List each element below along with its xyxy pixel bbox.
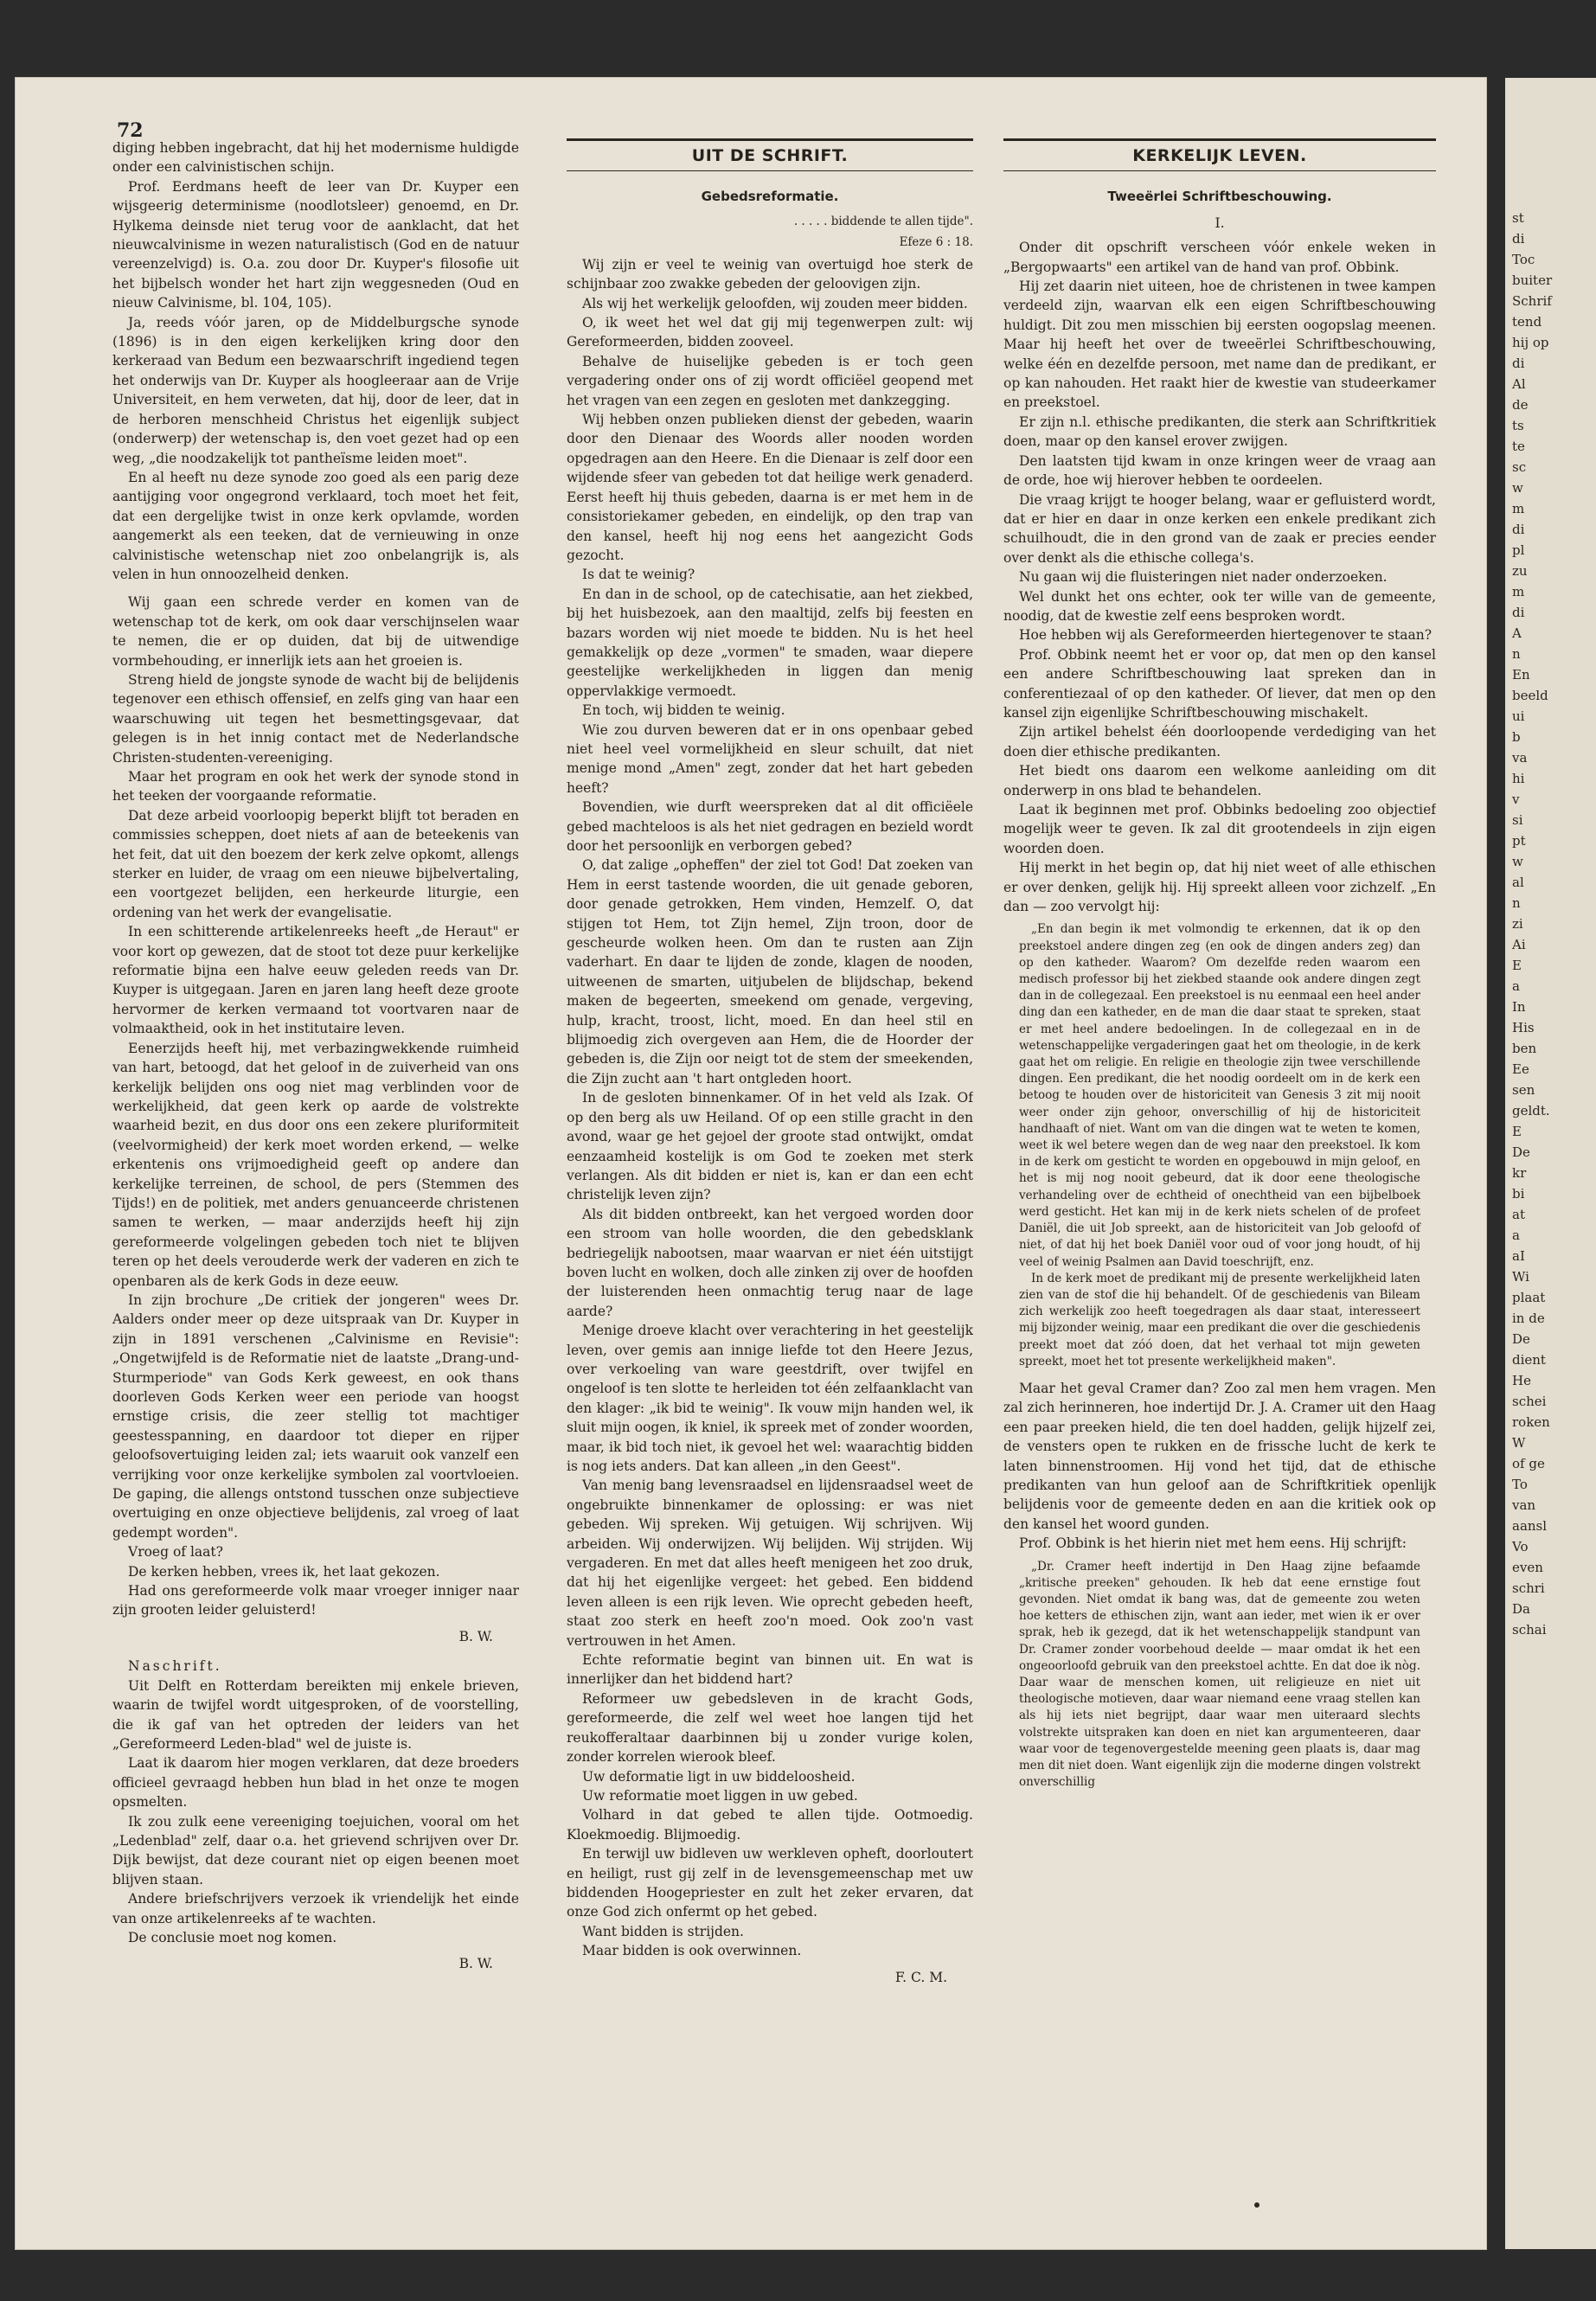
paragraph: Prof. Eerdmans heeft de leer van Dr. Kuyper een wijsgeerig determinisme (noodlotsleer) genoemd, en Dr. Hylkema deinsde niet terug voor de aanklacht, dat het nieuwcalvinisme in wezen naturalistisch (God en de natuur vereenzelvigd) is. O.a. zou door Dr. Kuyper's filosofie uit het bijbelsch wonder het hart zijn weggesneden (Oud en nieuw Calvinisme, bl. 104, 105). [112, 178, 519, 311]
adjacent-text-fragment: zu [1512, 563, 1528, 579]
paragraph: Ik zou zulk eene vereeniging toejuichen, vooral om het „Ledenblad" zelf, daar o.a. het grievend schrijven over Dr. Dijk bewijst, dat deze courant niet op eigen beenen moet blijven staan. [112, 1813, 519, 1888]
adjacent-text-fragment: E [1512, 1124, 1522, 1139]
paragraph: Dat deze arbeid voorloopig beperkt blijft tot beraden en commissies scheppen, doet niets af aan de beteekenis van het feit, dat uit den boezem der kerk zelve opkomt, allengs sterker en luider, de vraag om een nieuwe bijbelvertaling, een voortgezet belijden, een herkeurde liturgie, een ordening van het werk der evangelisatie. [112, 807, 519, 920]
signature: F. C. M. [894, 1969, 947, 1985]
adjacent-text-fragment: w [1512, 854, 1523, 869]
adjacent-text-fragment: m [1512, 584, 1525, 599]
article-title: Tweeërlei Schriftbeschouwing. [1107, 189, 1332, 205]
paragraph: diging hebben ingebracht, dat hij het modernisme huldigde onder een calvinistischen schijn. [112, 140, 519, 176]
paragraph: Want bidden is strijden. [582, 1923, 744, 1939]
part-number: I. [1215, 215, 1225, 231]
paragraph: Echte reformatie begint van binnen uit. En wat is innerlijker dan het biddend hart? [567, 1652, 973, 1688]
paragraph: En dan in de school, op de catechisatie, aan het ziekbed, bij het huisbezoek, aan den maaltijd, zelfs bij feesten en bazars worden wij niet moede te bidden. Nu is het heel gemakkelijk op deze „vormen" te smaden, waar diepere geestelijke werkelijkheden in liggen dan menig oppervlakkige vermoedt. [567, 586, 973, 699]
paragraph: Maar het program en ook het werk der synode stond in het teeken der voorgaande reformatie. [112, 769, 519, 804]
adjacent-text-fragment: di [1512, 356, 1525, 371]
adjacent-text-fragment: His [1512, 1020, 1535, 1035]
paragraph: Wel dunkt het ons echter, ook ter wille van de gemeente, noodig, dat de kwestie zelf eens besproken wordt. [1003, 588, 1436, 624]
paragraph: Ja, reeds vóór jaren, op de Middelburgsche synode (1896) is in den eigen kerkelijken kring door den kerkeraad van Bedum een bezwaarschrift ingediend tegen het onderwijs van Dr. Kuyper als hoogleeraar aan de Vrije Universiteit, en hem verweten, dat hij, door de leer, dat in de herboren menschheid Christus het eigenlijk subject (onderwerp) der wetenschap is, den voet gezet had op een weg, „die noodzakelijk tot pantheïsme leiden moet". [112, 314, 519, 466]
adjacent-text-fragment: w [1512, 480, 1523, 496]
middle-column [567, 138, 973, 2145]
paragraph: O, dat zalige „opheffen" der ziel tot God! Dat zoeken van Hem in eerst tastende woorden, die uit genade geboren, door genade getrokken, Hem vinden, Hemzelf. O, dat stijgen tot Hem, tot Zijn hemel, Zijn troon, door de gescheurde wolken heen. Om dan te rusten aan Zijn vaderhart. En daar te lijden de zonde, klagen de nooden, uitweenen de smarten, uitjubelen de blijdschap, bekend maken de begeerten, smeekend om genade, vergeving, hulp, kracht, troost, licht, moed. En dan heel stil en blijmoedig zich overgeven aan Hem, die de Hoorder der gebeden is, die Zijn oor neigt tot de stem der smeekenden, die Zijn zucht aan 't hart ontgleden hoort. [567, 857, 973, 1086]
adjacent-text-fragment: hi [1512, 771, 1525, 786]
adjacent-text-fragment: ts [1512, 418, 1524, 433]
adjacent-text-fragment: sen [1512, 1082, 1535, 1098]
adjacent-text-fragment: W [1512, 1435, 1526, 1451]
paragraph: Onder dit opschrift verscheen vóór enkele weken in „Bergopwaarts" een artikel van de hand van prof. Obbink. [1003, 240, 1436, 275]
adjacent-text-fragment: Da [1512, 1601, 1530, 1617]
quote-paragraph: In de kerk moet de predikant mij de presente werkelijkheid laten zien van de stof die hij behandelt. Of de geschiedenis van Bileam zich werkelijk zoo heeft toegedragen als daar staat, interesseert mij bijzonder weinig, maar een predikant die over die geschiedenis preekt moet dat zóó doen, dat het verhaal tot mijn geweten spreekt, moet het tot presente werkelijkheid maken". [1019, 1271, 1420, 1368]
paragraph: Hij zet daarin niet uiteen, hoe de christenen in twee kampen verdeeld zijn, waarvan elk een eigen Schriftbeschouwing huldigt. Dit zou men misschien bij eersten oogopslag meenen. Maar hij heeft het over de tweeërlei Schriftbeschouwing, welke één en dezelfde persoon, met name dan de predikant, er op kan nahouden. Het raakt hier de kwestie van studeerkamer en preekstoel. [1003, 279, 1436, 411]
adjacent-text-fragment: n [1512, 646, 1521, 662]
paragraph: In zijn brochure „De critiek der jongeren" wees Dr. Aalders onder meer op deze uitspraak van Dr. Kuyper in zijn in 1891 verschenen „Calvinisme en Revisie": „Ongetwijfeld is de Reformatie niet de laatste „Drang-und-Sturmperiode" van Gods Kerk geweest, en ook thans doorleven Gods Kerken weer een periode van hoogst ernstige crisis, die zeer stellig tot machtiger geestesspanning, en daardoor tot dieper en rijper geloofsovertuiging leiden zal; iets waaruit ook vanzelf een verrijking voor onze kerkelijke symbolen zal voortvloeien. De gaping, die allengs ontstond tusschen onze subjectieve overtuiging en onze objectieve belijdenis, zal vroeg of laat gedempt worden". [112, 1292, 519, 1541]
signature: B. W. [458, 1628, 493, 1644]
paragraph: Is dat te weinig? [582, 567, 695, 583]
adjacent-text-fragment: at [1512, 1207, 1525, 1222]
adjacent-text-fragment: En [1512, 667, 1530, 683]
adjacent-text-fragment: di [1512, 605, 1525, 620]
adjacent-text-fragment: even [1512, 1560, 1543, 1575]
adjacent-text-fragment: To [1512, 1477, 1528, 1492]
paragraph: Prof. Obbink is het hierin niet met hem eens. Hij schrijft: [1019, 1535, 1407, 1552]
paragraph: In de gesloten binnenkamer. Of in het veld als Izak. Of op den berg als uw Heiland. Of op een stille gracht in den avond, waar ge het gejoel der groote stad ontwijkt, omdat eenzaamheid kostelijk is om God te zoeken met sterk verlangen. Als dit bidden er niet is, kan er dan een echt christelijk leven zijn? [567, 1090, 973, 1203]
adjacent-text-fragment: di [1512, 522, 1525, 537]
adjacent-text-fragment: In [1512, 999, 1526, 1015]
paragraph: Bovendien, wie durft weerspreken dat al dit officiëele gebed machteloos is als het niet gedragen en bezield wordt door het persoonlijk en verborgen gebed? [567, 799, 973, 854]
adjacent-text-fragment: Toc [1512, 252, 1535, 267]
adjacent-text-fragment: ui [1512, 708, 1525, 724]
paragraph: Die vraag krijgt te hooger belang, waar er gefluisterd wordt, dat er hier en daar in onze kerken een enkele predikant zich schuilhoudt, die in den grond van de zaak er precies eender over denkt als die ethische collega's. [1003, 491, 1436, 566]
paragraph: En terwijl uw bidleven uw werkleven opheft, doorloutert en heiligt, rust gij zelf in de levensgemeenschap met uw biddenden Hoogepriester en zult het zeker ervaren, dat onze God zich onfermt op het gebed. [567, 1846, 973, 1920]
adjacent-text-fragment: beeld [1512, 688, 1548, 703]
adjacent-text-fragment: hij op [1512, 335, 1549, 350]
paragraph: Reformeer uw gebedsleven in de kracht Gods, gereformeerde, die zelf wel weet hoe langen tijd het reukofferaltaar daarbinnen bij u zonder vurige kolen, zonder korrelen wierook bleef. [567, 1690, 973, 1766]
paragraph: De conclusie moet nog komen. [128, 1929, 337, 1945]
paragraph: En toch, wij bidden te weinig. [582, 702, 785, 719]
section-header: KERKELIJK LEVEN. [1003, 138, 1436, 171]
adjacent-text-fragment: zi [1512, 916, 1523, 932]
paragraph: Hoe hebben wij als Gereformeerden hiertegenover te staan? [1019, 627, 1433, 644]
adjacent-text-fragment: A [1512, 625, 1522, 641]
paragraph: Wij hebben onzen publieken dienst der gebeden, waarin door den Dienaar des Woords aller nooden worden opgedragen aan den Heere. En die Dienaar is zelf door een wijdende sfeer van gebeden tot dat heilige werk genaderd. Eerst heeft hij thuis gebeden, daarna is er met hem in de consistoriekamer gebeden, en eindelijk, op den trap van den kansel, heeft hij nog eens het aangezicht Gods gezocht. [567, 412, 973, 563]
adjacent-text-fragment: E [1512, 958, 1522, 973]
paragraph: Laat ik beginnen met prof. Obbinks bedoeling zoo objectief mogelijk weer te geven. Ik zal dit grootendeels in zijn eigen woorden doen. [1003, 802, 1436, 856]
adjacent-text-fragment: schei [1512, 1394, 1547, 1409]
adjacent-text-fragment: aansl [1512, 1518, 1548, 1534]
adjacent-text-fragment: te [1512, 439, 1525, 454]
paragraph: O, ik weet het wel dat gij mij tegenwerpen zult: wij Gereformeerden, bidden zooveel. [567, 315, 973, 350]
adjacent-text-fragment: si [1512, 812, 1523, 828]
adjacent-text-fragment: geldt. [1512, 1103, 1550, 1118]
verse-reference: Efeze 6 : 18. [899, 234, 973, 249]
paragraph: Maar bidden is ook overwinnen. [582, 1943, 802, 1959]
paragraph: Wij gaan een schrede verder en komen van de wetenschap tot de kerk, om ook daar verschijnselen waar te nemen, die er op duiden, dat bij de uitwendige vormbehouding, er innerlijk iets aan het groeien is. [112, 594, 519, 669]
adjacent-text-fragment: De [1512, 1144, 1530, 1160]
paragraph: En al heeft nu deze synode zoo goed als een parig deze aantijging voor ongegrond verklaard, toch moet het feit, dat een dergelijke twist in onze kerk opvlamde, worden aangemerkt als een teeken, dat de vernieuwing in onze calvinistische wetenschap niet zoo onbelangrijk is, als velen in hun onnoozelheid denken. [112, 469, 519, 582]
adjacent-text-fragment: v [1512, 792, 1520, 807]
adjacent-text-fragment: st [1512, 210, 1524, 226]
page-number: 72 [117, 119, 144, 142]
adjacent-text-fragment: n [1512, 895, 1521, 911]
adjacent-text-fragment: Schrif [1512, 293, 1552, 309]
paragraph: Volhard in dat gebed te allen tijde. Ootmoedig. Kloekmoedig. Blijmoedig. [567, 1807, 973, 1843]
paragraph: Wij zijn er veel te weinig van overtuigd hoe sterk de schijnbaar zoo zwakke gebeden der geloovigen zijn. [567, 256, 973, 292]
section-header: UIT DE SCHRIFT. [567, 138, 973, 171]
adjacent-text-fragment: Ee [1512, 1061, 1529, 1077]
paragraph: Van menig bang levensraadsel en lijdensraadsel weet de ongebruikte binnenkamer de oplossing: er was niet gebeden. Wij spreken. Wij getuigen. Wij schrijven. Wij arbeiden. Wij onderwijzen. Wij belijden. Wij strijden. Wij vergaderen. En met dat alles heeft menigeen het zoo druk, dat hij het eigenlijke vergeet: het gebed. Een biddend leven alleen is een rijk leven. Wie oprecht gebeden heeft, staat zoo sterk en heeft zoo'n moed. Ook zoo'n vast vertrouwen in het Amen. [567, 1477, 973, 1649]
paragraph: Eenerzijds heeft hij, met verbazingwekkende ruimheid van hart, betoogd, dat het geloof in de zuiverheid van ons kerkelijk belijden ons oog niet mag verblinden voor de werkelijkheid, dat geen kerk op aarde de volstrekte waarheid bezit, en dus door ons een zekere pluriformiteit (veelvormigheid) der kerk moet worden erkend, — welke erkentenis ons vrijmoedigheid geeft op andere dan kerkelijke terreinen, de school, de pers (Stemmen des Tijds!) en de politiek, met anders genuanceerde christenen samen te werken, — maar anderzijds heeft hij zijn gereformeerde volgelingen gebeden toch niet te blijven teren op het deels verouderde werk der vaderen en zich te openbaren als de kerk Gods in deze eeuw. [112, 1040, 519, 1289]
block-quote [1003, 921, 1436, 1369]
quote-paragraph: „Dr. Cramer heeft indertijd in Den Haag zijne befaamde „kritische preeken" gehouden. Ik heb dat eene ernstige fout gevonden. Niet omdat ik bang was, dat de gemeente zou weten hoe ketters de ethischen zijn, want aan ieder, met wien ik er over sprak, heb ik gezegd, dat ik het wetenschappelijk standpunt van Dr. Cramer zonder voorbehoud deelde — maar omdat ik het een ongeoorloofd gebruik van den preekstoel achtte. En dat doe ik nòg. Daar waar de menschen komen, uit religieuze en niet uit theologische motieven, daar waar niemand eene vraag stellen kan als hij iets niet begrijpt, daar waar men uiteraard slechts volstrekte uitspraken kan doen en niet kan argumenteeren, daar waar voor de tegenovergestelde meening geen plaats is, daar mag men dit niet doen. Want eigenlijk zijn die moderne dingen volstrekt onverschillig [1019, 1559, 1420, 1790]
article-title: Gebedsreformatie. [701, 189, 839, 205]
paragraph: Uw deformatie ligt in uw biddeloosheid. [582, 1768, 856, 1785]
paragraph: Er zijn n.l. ethische predikanten, die sterk aan Schriftkritiek doen, maar op den kansel erover zwijgen. [1003, 413, 1436, 450]
paragraph: Behalve de huiselijke gebeden is er toch geen vergadering onder ons of zij wordt officiëel geopend met het vragen van een zegen en gesloten met dankzegging. [567, 353, 973, 408]
adjacent-text-fragment: Al [1512, 376, 1526, 392]
adjacent-text-fragment: kr [1512, 1165, 1527, 1181]
adjacent-text-fragment: sc [1512, 459, 1527, 475]
quote-paragraph: „En dan begin ik met volmondig te erkennen, dat ik op den preekstoel andere dingen zeg (en ook de dingen anders zeg) dan op den katheder. Waarom? Om dezelfde reden waarom een medisch professor bij het ziekbed staande ook andere dingen zegt dan in de collegezaal. Een preekstoel is nu eenmaal een heel ander ding dan een katheder, en de man die daar staat te spreken, staat er met heel andere bedoelingen. In de collegezaal en in de wetenschappelijke vergaderingen gaat het om theologie, in de kerk gaat het om religie. En religie en theologie zijn twee verschillende dingen. Een predikant, die het noodig oordeelt om in de kerk een betoog te houden over de historiciteit van Genesis 3 zit mij nooit weer onder zijn gehoor, onverschillig of hij de historiciteit handhaaft of niet. Want om van die dingen wat te weten te komen, weet ik wel betere wegen dan de weg naar den preekstoel. Ik kom in de kerk om gesticht te worden en opgebouwd in mijn geloof, en het is mij nog nooit gebeurd, dat ik door eene theologische verhandeling over de echtheid of onechtheid van een bijbelboek werd gesticht. Het kan mij in de kerk niets schelen of de profeet Daniël, die uit Job spreekt, aan de historiciteit van Job geloofd of niet, of dat hij het boek Daniël voor oud of voor jong houdt, of hij veel of weinig Psalmen aan David toeschrijft, enz. [1019, 922, 1420, 1269]
adjacent-text-fragment: m [1512, 501, 1525, 516]
block-quote [1003, 1559, 1436, 1791]
adjacent-text-fragment: Vo [1512, 1539, 1529, 1554]
adjacent-text-fragment: pl [1512, 542, 1525, 558]
left-column [112, 138, 519, 2145]
paragraph: De kerken hebben, vrees ik, het laat gekozen. [128, 1563, 440, 1580]
adjacent-text-fragment: bi [1512, 1186, 1525, 1202]
adjacent-text-fragment: Ai [1512, 937, 1526, 952]
paragraph: Vroeg of laat? [128, 1544, 223, 1561]
adjacent-text-fragment: of ge [1512, 1456, 1545, 1471]
adjacent-text-fragment: b [1512, 729, 1521, 745]
paragraph: Andere briefschrijvers verzoek ik vriendelijk het einde van onze artikelenreeks af te wachten. [112, 1891, 519, 1926]
paragraph: Hij merkt in het begin op, dat hij niet weet of alle ethischen er over denken, gelijk hij. Hij spreekt alleen voor zichzelf. „En dan — zoo vervolgt hij: [1003, 860, 1436, 915]
paragraph: Den laatsten tijd kwam in onze kringen weer de vraag aan de orde, hoe wij hierover hebben te oordeelen. [1003, 452, 1436, 489]
adjacent-text-fragment: schri [1512, 1580, 1545, 1596]
postscript-title: Naschrift. [128, 1658, 222, 1675]
paragraph: Maar het geval Cramer dan? Zoo zal men hem vragen. Men zal zich herinneren, hoe indertijd Dr. J. A. Cramer uit den Haag een paar preeken hield, die ten doel hadden, gelijk hijzelf zei, de vensters open te rukken en de frissche lucht de kerk te laten binnenstroomen. Hij vond het tijd, dat de ethische predikanten van hun geloof aan de Schriftkritiek openlijk belijdenis voor de gemeente deden en aan die kritiek ook op den kansel het woord gunden. [1003, 1380, 1436, 1532]
paragraph: Menige droeve klacht over verachtering in het geestelijk leven, over gemis aan innige liefde tot den Heere Jezus, over verkoeling van ware geestdrift, over twijfel en ongeloof is ten slotte te herleiden tot één zelfaanklacht van den klager: „ik bid te weinig". Ik vouw mijn handen wel, ik sluit mijn oogen, ik kniel, ik spreek met of zonder woorden, maar, ik bid toch niet, ik gevoel het wel: waarachtig bidden is nog iets anders. Dat kan alleen „in den Geest". [567, 1323, 973, 1474]
right-column [1003, 138, 1436, 2145]
paragraph: Streng hield de jongste synode de wacht bij de belijdenis tegenover een ethisch offensief, en zelfs ging van haar een waarschuwing uit tegen het besmettingsgevaar, dat gelegen is in het innig contact met de Nederlandsche Christen-studenten-vereeniging. [112, 671, 519, 766]
adjacent-text-fragment: buiter [1512, 272, 1553, 288]
adjacent-text-fragment: va [1512, 750, 1528, 766]
adjacent-text-fragment: dient [1512, 1352, 1546, 1368]
paragraph: Uit Delft en Rotterdam bereikten mij enkele brieven, waarin de twijfel wordt uitgesproken, of de voorstelling, die ik gaf van het optreden der leiders van het „Gereformeerd Leden-blad" wel de juiste is. [112, 1677, 519, 1752]
paragraph: In een schitterende artikelenreeks heeft „de Heraut" er voor kort op gewezen, dat de stoot tot deze puur kerkelijke reformatie bijna een halve eeuw geleden reeds van Dr. Kuyper is uitgegaan. Jaren en jaren lang heeft deze groote hervormer de kerken vermaand tot voortvaren naar de volmaaktheid, ook in het institutaire leven. [112, 924, 519, 1037]
paragraph: Prof. Obbink neemt het er voor op, dat men op den kansel een andere Schriftbeschouwing laat spreken dan in conferentiezaal of op den katheder. Of liever, dat men op den kansel zijn eigenlijke Schriftbeschouwing mischakelt. [1003, 646, 1436, 721]
adjacent-text-fragment: De [1512, 1331, 1530, 1347]
adjacent-text-fragment: al [1512, 875, 1524, 890]
adjacent-text-fragment: ben [1512, 1041, 1537, 1056]
adjacent-text-fragment: tend [1512, 314, 1542, 330]
adjacent-text-fragment: plaat [1512, 1290, 1546, 1305]
paragraph: Nu gaan wij die fluisteringen niet nader onderzoeken. [1019, 569, 1388, 586]
paragraph: Wie zou durven beweren dat er in ons openbaar gebed niet heel veel vormelijkheid en sleur schuilt, dat niet menige mond „Amen" zegt, zonder dat het hart gebeden heeft? [567, 721, 973, 796]
adjacent-text-fragment: roken [1512, 1414, 1550, 1430]
adjacent-text-fragment: He [1512, 1373, 1531, 1388]
paragraph: Uw reformatie moet liggen in uw gebed. [582, 1787, 858, 1804]
adjacent-text-fragment: a [1512, 1227, 1520, 1243]
adjacent-page-fragment [1505, 78, 1596, 2249]
paragraph: Als wij het werkelijk geloofden, wij zouden meer bidden. [582, 295, 968, 311]
adjacent-text-fragment: a [1512, 978, 1520, 994]
paragraph: Het biedt ons daarom een welkome aanleiding om dit onderwerp in ons blad te behandelen. [1003, 763, 1436, 798]
adjacent-text-fragment: di [1512, 231, 1525, 247]
adjacent-text-fragment: de [1512, 397, 1529, 413]
signature: B. W. [458, 1956, 493, 1972]
adjacent-text-fragment: schai [1512, 1622, 1547, 1638]
paragraph: Als dit bidden ontbreekt, kan het vergoed worden door een stroom van holle woorden, die den gebedsklank bedriegelijk nabootsen, maar waarvan er niet één uitstijgt boven lucht en wolken, doch alle zinken zij over de hoofden der luisterenden heen onmachtig terug naar de lage aarde? [567, 1206, 973, 1319]
bible-verse: . . . . . biddende te allen tijde". [793, 214, 973, 228]
adjacent-text-fragment: pt [1512, 833, 1526, 849]
adjacent-text-fragment: Wi [1512, 1269, 1529, 1285]
paragraph: Zijn artikel behelst één doorloopende verdediging van het doen dier ethische predikanten. [1003, 724, 1436, 760]
adjacent-text-fragment: aI [1512, 1248, 1525, 1264]
adjacent-text-fragment: in de [1512, 1311, 1545, 1326]
paragraph: Had ons gereformeerde volk maar vroeger inniger naar zijn grooten leider geluisterd! [112, 1583, 519, 1618]
paragraph: Laat ik daarom hier mogen verklaren, dat deze broeders officieel gevraagd hebben hun blad in het onze te mogen opsmelten. [112, 1755, 519, 1811]
end-mark [1254, 2202, 1259, 2208]
adjacent-text-fragment: van [1512, 1497, 1536, 1513]
